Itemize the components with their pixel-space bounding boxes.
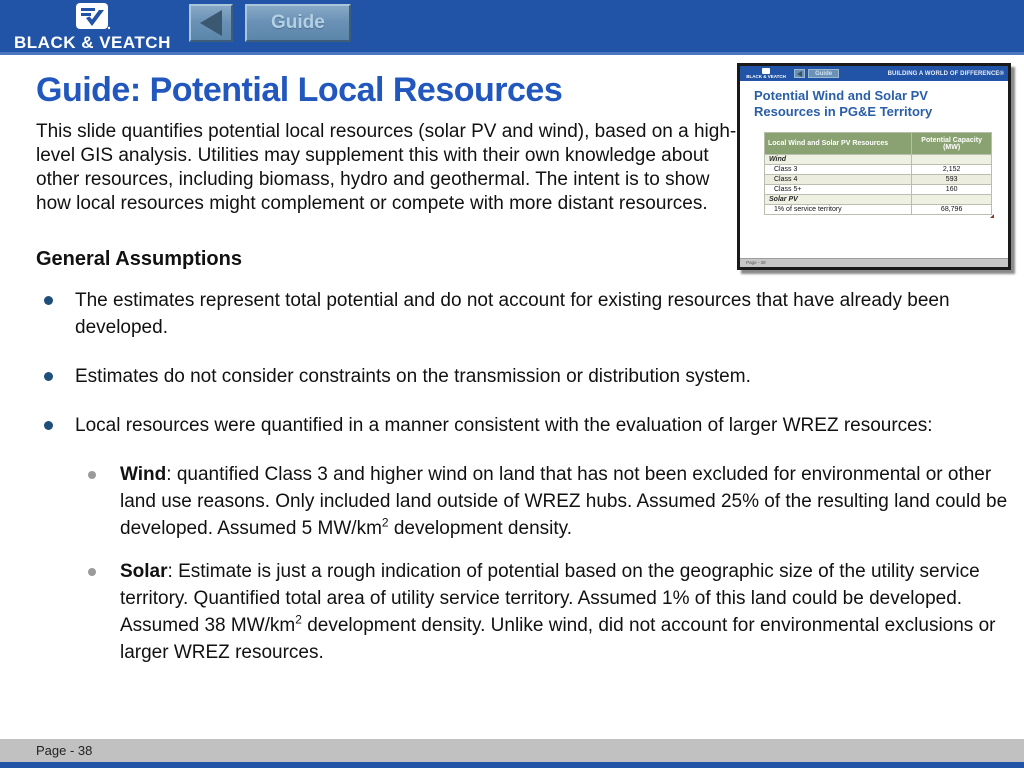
top-header-bar (0, 0, 1024, 55)
bullet-icon (44, 296, 53, 305)
thumbnail-page-label: Page - 38 (746, 260, 766, 266)
table-row-service-territory: 1% of service territory 68,796 (765, 205, 992, 215)
bullet-item-constraints (44, 363, 1024, 390)
bullet-icon (44, 421, 53, 430)
back-button[interactable] (189, 4, 233, 42)
table-row-class5plus: Class 5+ 160 (765, 185, 992, 195)
table-row-solar-section: Solar PV (765, 195, 992, 205)
section-heading: General Assumptions (36, 248, 242, 270)
slide-content (0, 58, 1024, 682)
page-number-label: Page - 38 (36, 743, 93, 758)
sub-bullet-wind (88, 461, 1024, 542)
thumbnail-slide-title: Potential Wind and Solar PV Resources in PG&E Territory (754, 88, 933, 119)
sub-bullet-text: Solar: Estimate is just a rough indication of potential based on the geographic size of the utility service territory. Quantified total area of utility service territory. Assumed 1% of this land could be developed. Assumed 38 $MW/km^2$ development density. Unlike wind, did not account for environmental exclusions or larger WREZ resources. (120, 561, 996, 663)
bullet-icon (44, 372, 53, 381)
bullet-item-local-resources (44, 412, 1024, 439)
thumbnail-guide-button: Guide (808, 69, 839, 78)
sub-bullet-text: Wind: quantified Class 3 and higher wind on land that has not been excluded for environmental or other land use reasons. Only included land outside of WREZ hubs. Assumed 25% of the resulting land could be developed. Assumed 5 $MW/km^2$ development density. (120, 464, 1008, 539)
bullet-text: Local resources were quantified in a manner consistent with the evaluation of larger WREZ resources: (75, 415, 933, 436)
thumbnail-brand-name: BLACK & VEATCH (746, 73, 786, 80)
bullet-icon (88, 471, 96, 479)
sub-bullet-solar (88, 558, 1024, 666)
footer-bar (0, 739, 1024, 762)
table-header-capacity: Potential Capacity (MW) (912, 133, 992, 155)
guide-button-label: Guide (270, 12, 325, 33)
table-row-wind-section: Wind (765, 155, 992, 165)
thumbnail-tagline: BUILDING A WORLD OF DIFFERENCE® (887, 70, 1004, 77)
bullet-text: Estimates do not consider constraints on the transmission or distribution system. (75, 366, 751, 387)
table-header-resources: Local Wind and Solar PV Resources (765, 133, 912, 155)
guide-button[interactable] (245, 4, 351, 42)
back-arrow-icon (200, 10, 222, 36)
table-row-class3: Class 3 2,152 (765, 165, 992, 175)
table-row-class4: Class 4 593 (765, 175, 992, 185)
bv-logo-icon (72, 2, 112, 32)
bottom-blue-strip (0, 762, 1024, 768)
page-title: Guide: Potential Local Resources (36, 71, 563, 109)
black-veatch-logo (14, 2, 171, 53)
bullet-item-estimates (44, 287, 1024, 341)
intro-paragraph: This slide quantifies potential local resources (solar PV and wind), based on a high-level GIS analysis. Utilities may supplement this with their own knowledge about other resources, including biomass, hydro and geothermal. The intent is to show how local resources might complement or compete with more distant resources. (36, 121, 737, 214)
brand-name: BLACK & VEATCH (14, 32, 171, 52)
bullet-text: The estimates represent total potential and do not account for existing resources that have already been developed. (75, 290, 950, 338)
bullet-icon (88, 568, 96, 576)
